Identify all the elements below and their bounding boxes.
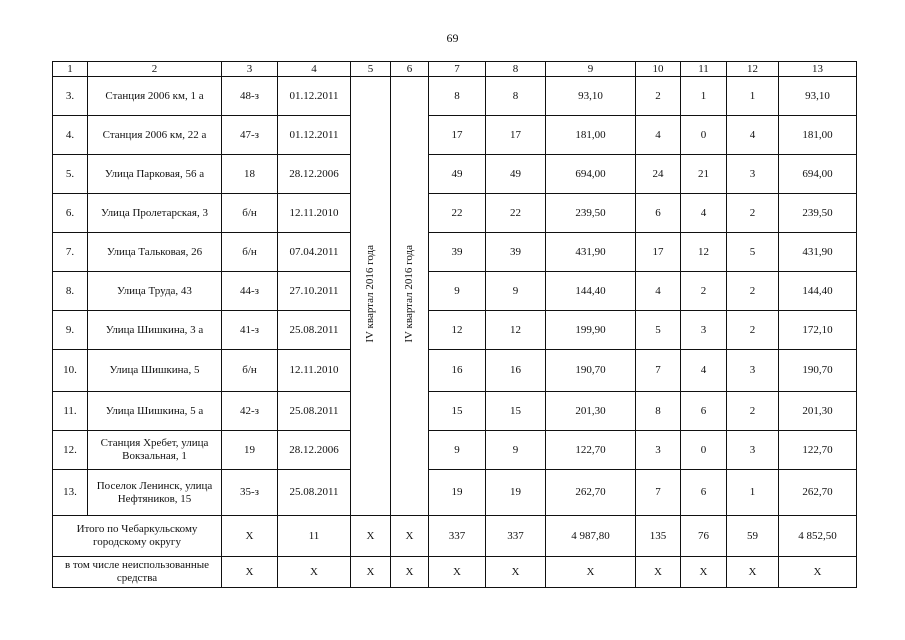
unused-col11: X <box>681 557 727 588</box>
unused-col3: X <box>222 557 278 588</box>
address: Улица Шишкина, 5 <box>88 350 222 392</box>
header-cell: 12 <box>727 62 779 77</box>
cell-col9: 181,00 <box>546 116 636 155</box>
header-cell: 2 <box>88 62 222 77</box>
cell-col8: 22 <box>486 194 546 233</box>
address: Улица Парковая, 56 а <box>88 155 222 194</box>
table-row <box>53 155 857 194</box>
cell-col7: 39 <box>429 233 486 272</box>
cell-col11: 0 <box>681 431 727 470</box>
decision-number: 19 <box>222 431 278 470</box>
cell-col9: 199,90 <box>546 311 636 350</box>
cell-col9: 262,70 <box>546 470 636 516</box>
header-cell: 13 <box>779 62 857 77</box>
cell-col10: 5 <box>636 311 681 350</box>
address: Улица Тальковая, 26 <box>88 233 222 272</box>
address-line: Поселок Ленинск, улица <box>96 479 213 492</box>
address: Улица Шишкина, 3 а <box>88 311 222 350</box>
cell-col8: 12 <box>486 311 546 350</box>
cell-col11: 1 <box>681 77 727 116</box>
cell-col10: 2 <box>636 77 681 116</box>
cell-col12: 5 <box>727 233 779 272</box>
header-cell: 5 <box>351 62 391 77</box>
cell-col9: 201,30 <box>546 392 636 431</box>
unused-col9: X <box>546 557 636 588</box>
table-row <box>53 431 857 470</box>
total-col8: 337 <box>486 516 546 557</box>
cell-col11: 6 <box>681 470 727 516</box>
total-label-line: городскому округу <box>93 536 181 548</box>
decision-date: 01.12.2011 <box>278 77 351 116</box>
cell-col10: 24 <box>636 155 681 194</box>
cell-col12: 2 <box>727 272 779 311</box>
table-row <box>53 350 857 392</box>
address <box>88 470 222 516</box>
cell-col9: 431,90 <box>546 233 636 272</box>
cell-col10: 3 <box>636 431 681 470</box>
total-label-line: Итого по Чебаркульскому <box>76 523 198 535</box>
table-row <box>53 272 857 311</box>
row-number: 9. <box>53 311 88 350</box>
cell-col7: 17 <box>429 116 486 155</box>
unused-col7: X <box>429 557 486 588</box>
unused-col4: X <box>278 557 351 588</box>
address: Улица Труда, 43 <box>88 272 222 311</box>
total-col13: 4 852,50 <box>779 516 857 557</box>
cell-col12: 2 <box>727 311 779 350</box>
decision-number: 18 <box>222 155 278 194</box>
document-table <box>52 61 857 588</box>
total-col12: 59 <box>727 516 779 557</box>
total-col7: 337 <box>429 516 486 557</box>
cell-col13: 190,70 <box>779 350 857 392</box>
cell-col11: 21 <box>681 155 727 194</box>
cell-col13: 93,10 <box>779 77 857 116</box>
unused-col5: X <box>351 557 391 588</box>
cell-col13: 181,00 <box>779 116 857 155</box>
header-cell: 6 <box>391 62 429 77</box>
unused-funds-row <box>53 557 857 588</box>
decision-date: 25.08.2011 <box>278 392 351 431</box>
unused-label <box>53 557 222 588</box>
cell-col13: 144,40 <box>779 272 857 311</box>
row-number: 10. <box>53 350 88 392</box>
decision-date: 25.08.2011 <box>278 470 351 516</box>
decision-number: б/н <box>222 194 278 233</box>
cell-col7: 22 <box>429 194 486 233</box>
cell-col7: 9 <box>429 431 486 470</box>
header-cell: 1 <box>53 62 88 77</box>
cell-col8: 19 <box>486 470 546 516</box>
cell-col8: 8 <box>486 77 546 116</box>
decision-number: 47-з <box>222 116 278 155</box>
merged-period-col5 <box>351 77 391 516</box>
cell-col12: 3 <box>727 431 779 470</box>
cell-col12: 2 <box>727 392 779 431</box>
cell-col7: 16 <box>429 350 486 392</box>
address: Станция 2006 км, 22 а <box>88 116 222 155</box>
cell-col11: 3 <box>681 311 727 350</box>
table-row <box>53 233 857 272</box>
decision-number: 35-з <box>222 470 278 516</box>
cell-col11: 2 <box>681 272 727 311</box>
decision-date: 27.10.2011 <box>278 272 351 311</box>
decision-date: 07.04.2011 <box>278 233 351 272</box>
cell-col13: 431,90 <box>779 233 857 272</box>
cell-col12: 4 <box>727 116 779 155</box>
decision-number: б/н <box>222 233 278 272</box>
total-col10: 135 <box>636 516 681 557</box>
table-row <box>53 392 857 431</box>
address-line: Нефтяников, 15 <box>117 492 192 505</box>
decision-date: 28.12.2006 <box>278 155 351 194</box>
row-number: 7. <box>53 233 88 272</box>
cell-col10: 6 <box>636 194 681 233</box>
cell-col9: 239,50 <box>546 194 636 233</box>
row-number: 5. <box>53 155 88 194</box>
total-col11: 76 <box>681 516 727 557</box>
unused-label-line: в том числе неиспользованные <box>64 559 210 571</box>
cell-col10: 4 <box>636 272 681 311</box>
total-col3: X <box>222 516 278 557</box>
cell-col8: 49 <box>486 155 546 194</box>
cell-col10: 8 <box>636 392 681 431</box>
decision-number: 41-з <box>222 311 278 350</box>
cell-col11: 6 <box>681 392 727 431</box>
table-row <box>53 116 857 155</box>
cell-col13: 172,10 <box>779 311 857 350</box>
decision-date: 12.11.2010 <box>278 350 351 392</box>
unused-col13: X <box>779 557 857 588</box>
decision-number: 48-з <box>222 77 278 116</box>
cell-col8: 17 <box>486 116 546 155</box>
cell-col11: 4 <box>681 350 727 392</box>
header-cell: 8 <box>486 62 546 77</box>
table-row <box>53 470 857 516</box>
cell-col12: 1 <box>727 77 779 116</box>
unused-col6: X <box>391 557 429 588</box>
cell-col13: 122,70 <box>779 431 857 470</box>
cell-col13: 262,70 <box>779 470 857 516</box>
decision-number: 42-з <box>222 392 278 431</box>
row-number: 8. <box>53 272 88 311</box>
cell-col8: 9 <box>486 431 546 470</box>
header-cell: 11 <box>681 62 727 77</box>
row-number: 11. <box>53 392 88 431</box>
total-col9: 4 987,80 <box>546 516 636 557</box>
unused-col8: X <box>486 557 546 588</box>
cell-col11: 0 <box>681 116 727 155</box>
cell-col10: 7 <box>636 470 681 516</box>
cell-col8: 9 <box>486 272 546 311</box>
cell-col7: 49 <box>429 155 486 194</box>
total-col4: 11 <box>278 516 351 557</box>
column-number-header <box>53 62 857 77</box>
period-label: IV квартал 2016 года <box>403 245 415 343</box>
total-col6: X <box>391 516 429 557</box>
header-cell: 7 <box>429 62 486 77</box>
header-cell: 10 <box>636 62 681 77</box>
total-col5: X <box>351 516 391 557</box>
total-row <box>53 516 857 557</box>
row-number: 6. <box>53 194 88 233</box>
cell-col7: 9 <box>429 272 486 311</box>
cell-col7: 12 <box>429 311 486 350</box>
cell-col12: 1 <box>727 470 779 516</box>
cell-col10: 4 <box>636 116 681 155</box>
decision-number: б/н <box>222 350 278 392</box>
unused-col10: X <box>636 557 681 588</box>
cell-col10: 7 <box>636 350 681 392</box>
total-label <box>53 516 222 557</box>
decision-date: 01.12.2011 <box>278 116 351 155</box>
cell-col9: 93,10 <box>546 77 636 116</box>
table-row <box>53 311 857 350</box>
decision-date: 28.12.2006 <box>278 431 351 470</box>
address-line: Вокзальная, 1 <box>122 450 187 462</box>
cell-col8: 16 <box>486 350 546 392</box>
cell-col7: 19 <box>429 470 486 516</box>
cell-col13: 694,00 <box>779 155 857 194</box>
unused-col12: X <box>727 557 779 588</box>
cell-col10: 17 <box>636 233 681 272</box>
decision-date: 25.08.2011 <box>278 311 351 350</box>
address: Станция 2006 км, 1 а <box>88 77 222 116</box>
decision-date: 12.11.2010 <box>278 194 351 233</box>
row-number: 12. <box>53 431 88 470</box>
cell-col8: 15 <box>486 392 546 431</box>
header-cell: 4 <box>278 62 351 77</box>
table-row <box>53 77 857 116</box>
cell-col12: 3 <box>727 350 779 392</box>
period-label: IV квартал 2016 года <box>364 245 376 343</box>
cell-col9: 190,70 <box>546 350 636 392</box>
cell-col7: 8 <box>429 77 486 116</box>
cell-col13: 201,30 <box>779 392 857 431</box>
page-number: 69 <box>446 31 459 45</box>
cell-col12: 2 <box>727 194 779 233</box>
cell-col7: 15 <box>429 392 486 431</box>
cell-col12: 3 <box>727 155 779 194</box>
unused-label-line: средства <box>116 572 158 584</box>
decision-number: 44-з <box>222 272 278 311</box>
cell-col11: 4 <box>681 194 727 233</box>
address: Улица Шишкина, 5 а <box>88 392 222 431</box>
cell-col8: 39 <box>486 233 546 272</box>
header-cell: 3 <box>222 62 278 77</box>
row-number: 3. <box>53 77 88 116</box>
address <box>88 431 222 470</box>
cell-col11: 12 <box>681 233 727 272</box>
address-line: Станция Хребет, улица <box>100 437 209 449</box>
row-number: 13. <box>53 470 88 516</box>
cell-col9: 144,40 <box>546 272 636 311</box>
cell-col9: 122,70 <box>546 431 636 470</box>
merged-period-col6 <box>391 77 429 516</box>
row-number: 4. <box>53 116 88 155</box>
address: Улица Пролетарская, 3 <box>88 194 222 233</box>
header-cell: 9 <box>546 62 636 77</box>
cell-col13: 239,50 <box>779 194 857 233</box>
table-row <box>53 194 857 233</box>
cell-col9: 694,00 <box>546 155 636 194</box>
